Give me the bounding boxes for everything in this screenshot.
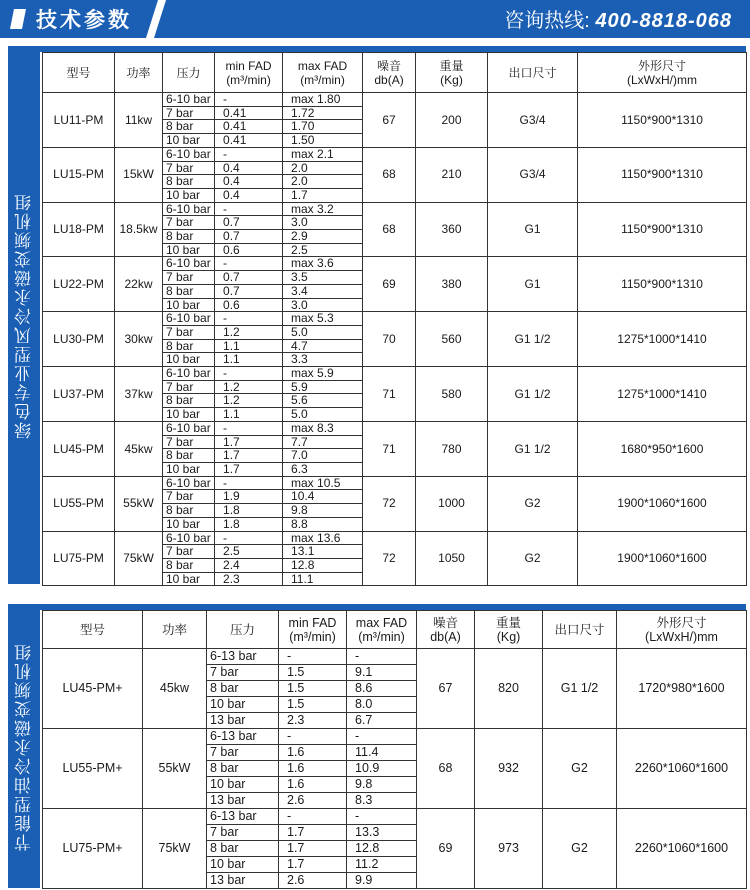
min-fad-cell: 1.2 [215, 394, 283, 408]
table-row [43, 312, 747, 326]
model-cell: LU55-PM+ [43, 729, 143, 809]
weight-cell: 1050 [416, 531, 488, 586]
max-fad-cell: 2.0 [283, 161, 363, 175]
outlet-cell: G2 [488, 476, 578, 531]
min-fad-cell: 1.6 [279, 761, 347, 777]
pressure-cell: 8 bar [207, 681, 279, 697]
min-fad-cell: 2.4 [215, 558, 283, 572]
power-cell: 18.5kw [115, 202, 163, 257]
model-cell: LU37-PM [43, 367, 115, 422]
section-air-cooled [8, 46, 746, 584]
pressure-cell: 8 bar [163, 284, 215, 298]
max-fad-cell: - [347, 649, 417, 665]
spec-table-air-cooled [42, 52, 747, 586]
pressure-cell: 6-10 bar [163, 367, 215, 381]
max-fad-cell: 1.72 [283, 106, 363, 120]
col-pressure: 压力 [207, 611, 279, 649]
max-fad-cell: 5.9 [283, 380, 363, 394]
max-fad-cell: 7.0 [283, 449, 363, 463]
table-header-row [43, 611, 747, 649]
min-fad-cell: - [215, 367, 283, 381]
col-outlet: 出口尺寸 [488, 53, 578, 93]
max-fad-cell: 1.7 [283, 188, 363, 202]
dims-cell: 1150*900*1310 [578, 257, 747, 312]
pressure-cell: 6-10 bar [163, 312, 215, 326]
outlet-cell: G1 1/2 [543, 649, 617, 729]
table-row [43, 809, 747, 825]
dims-cell: 1680*950*1600 [578, 421, 747, 476]
weight-cell: 932 [475, 729, 543, 809]
model-cell: LU75-PM [43, 531, 115, 586]
max-fad-cell: 7.7 [283, 435, 363, 449]
noise-cell: 69 [363, 257, 416, 312]
pressure-cell: 6-13 bar [207, 809, 279, 825]
max-fad-cell: 11.4 [347, 745, 417, 761]
dims-cell: 1275*1000*1410 [578, 312, 747, 367]
col-noise: 噪音 db(A) [363, 53, 416, 93]
pressure-cell: 8 bar [163, 175, 215, 189]
col-model: 型号 [43, 53, 115, 93]
min-fad-cell: 1.8 [215, 517, 283, 531]
min-fad-cell: 0.4 [215, 161, 283, 175]
max-fad-cell: 9.1 [347, 665, 417, 681]
hotline [504, 4, 732, 33]
col-weight: 重量 (Kg) [475, 611, 543, 649]
max-fad-cell: 3.3 [283, 353, 363, 367]
min-fad-cell: - [215, 93, 283, 107]
max-fad-cell: 13.3 [347, 825, 417, 841]
pressure-cell: 7 bar [163, 106, 215, 120]
pressure-cell: 10 bar [207, 857, 279, 873]
power-cell: 22kw [115, 257, 163, 312]
min-fad-cell: 1.7 [279, 841, 347, 857]
max-fad-cell: max 8.3 [283, 421, 363, 435]
outlet-cell: G1 1/2 [488, 312, 578, 367]
min-fad-cell: 2.6 [279, 793, 347, 809]
table-row [43, 476, 747, 490]
pressure-cell: 10 bar [207, 777, 279, 793]
dims-cell: 2260*1060*1600 [617, 729, 747, 809]
pressure-cell: 10 bar [163, 298, 215, 312]
dims-cell: 1275*1000*1410 [578, 367, 747, 422]
col-noise: 噪音 db(A) [417, 611, 475, 649]
noise-cell: 68 [363, 147, 416, 202]
table-row [43, 729, 747, 745]
min-fad-cell: 0.41 [215, 106, 283, 120]
title-marker-icon [10, 9, 26, 29]
outlet-cell: G1 1/2 [488, 367, 578, 422]
max-fad-cell: max 13.6 [283, 531, 363, 545]
max-fad-cell: 5.0 [283, 325, 363, 339]
noise-cell: 67 [417, 649, 475, 729]
pressure-cell: 6-10 bar [163, 147, 215, 161]
col-weight: 重量 (Kg) [416, 53, 488, 93]
col-model: 型号 [43, 611, 143, 649]
pressure-cell: 10 bar [163, 462, 215, 476]
min-fad-cell: 1.5 [279, 697, 347, 713]
max-fad-cell: - [347, 729, 417, 745]
table-row [43, 421, 747, 435]
max-fad-cell: 8.8 [283, 517, 363, 531]
pressure-cell: 8 bar [163, 120, 215, 134]
model-cell: LU45-PM [43, 421, 115, 476]
model-cell: LU15-PM [43, 147, 115, 202]
section-side-title: 节能型油冷永磁变频机组 [14, 641, 34, 851]
max-fad-cell: 6.7 [347, 713, 417, 729]
pressure-cell: 7 bar [163, 271, 215, 285]
hotline-label: 咨询热线: [504, 10, 590, 32]
model-cell: LU55-PM [43, 476, 115, 531]
max-fad-cell: 3.4 [283, 284, 363, 298]
power-cell: 37kw [115, 367, 163, 422]
min-fad-cell: 0.7 [215, 230, 283, 244]
max-fad-cell: 9.8 [283, 504, 363, 518]
table-row [43, 93, 747, 107]
max-fad-cell: 2.5 [283, 243, 363, 257]
noise-cell: 68 [417, 729, 475, 809]
min-fad-cell: - [279, 649, 347, 665]
power-cell: 30kw [115, 312, 163, 367]
power-cell: 45kw [143, 649, 207, 729]
noise-cell: 71 [363, 367, 416, 422]
section-oil-cooled [8, 604, 746, 888]
pressure-cell: 13 bar [207, 713, 279, 729]
max-fad-cell: 13.1 [283, 545, 363, 559]
min-fad-cell: - [279, 809, 347, 825]
outlet-cell: G1 [488, 202, 578, 257]
outlet-cell: G2 [543, 809, 617, 889]
section-sidebar [8, 604, 40, 888]
weight-cell: 360 [416, 202, 488, 257]
weight-cell: 973 [475, 809, 543, 889]
model-cell: LU75-PM+ [43, 809, 143, 889]
model-cell: LU30-PM [43, 312, 115, 367]
table-row [43, 367, 747, 381]
pressure-cell: 8 bar [163, 230, 215, 244]
pressure-cell: 6-10 bar [163, 202, 215, 216]
model-cell: LU22-PM [43, 257, 115, 312]
model-cell: LU18-PM [43, 202, 115, 257]
min-fad-cell: 1.5 [279, 681, 347, 697]
max-fad-cell: 6.3 [283, 462, 363, 476]
pressure-cell: 7 bar [163, 380, 215, 394]
outlet-cell: G1 [488, 257, 578, 312]
min-fad-cell: 2.3 [215, 572, 283, 586]
min-fad-cell: 0.41 [215, 134, 283, 148]
table-row [43, 531, 747, 545]
min-fad-cell: - [215, 476, 283, 490]
table-header-row [43, 53, 747, 93]
max-fad-cell: 3.0 [283, 216, 363, 230]
max-fad-cell: 9.9 [347, 873, 417, 889]
min-fad-cell: 2.3 [279, 713, 347, 729]
dims-cell: 1900*1060*1600 [578, 476, 747, 531]
max-fad-cell: 10.4 [283, 490, 363, 504]
min-fad-cell: 1.6 [279, 777, 347, 793]
pressure-cell: 10 bar [207, 697, 279, 713]
weight-cell: 210 [416, 147, 488, 202]
pressure-cell: 7 bar [207, 745, 279, 761]
outlet-cell: G2 [488, 531, 578, 586]
min-fad-cell: 1.7 [279, 825, 347, 841]
weight-cell: 820 [475, 649, 543, 729]
power-cell: 11kw [115, 93, 163, 148]
pressure-cell: 6-10 bar [163, 531, 215, 545]
table-row [43, 147, 747, 161]
weight-cell: 780 [416, 421, 488, 476]
power-cell: 75kW [143, 809, 207, 889]
max-fad-cell: 1.50 [283, 134, 363, 148]
pressure-cell: 10 bar [163, 134, 215, 148]
col-pressure: 压力 [163, 53, 215, 93]
max-fad-cell: 9.8 [347, 777, 417, 793]
pressure-cell: 10 bar [163, 572, 215, 586]
min-fad-cell: 1.1 [215, 353, 283, 367]
max-fad-cell: 11.2 [347, 857, 417, 873]
pressure-cell: 7 bar [207, 825, 279, 841]
col-min-fad: min FAD (m³/min) [215, 53, 283, 93]
noise-cell: 72 [363, 476, 416, 531]
pressure-cell: 6-10 bar [163, 257, 215, 271]
max-fad-cell: 8.3 [347, 793, 417, 809]
min-fad-cell: 1.7 [279, 857, 347, 873]
min-fad-cell: 1.1 [215, 339, 283, 353]
dims-cell: 1150*900*1310 [578, 93, 747, 148]
max-fad-cell: 3.5 [283, 271, 363, 285]
pressure-cell: 8 bar [163, 449, 215, 463]
pressure-cell: 7 bar [163, 435, 215, 449]
min-fad-cell: 0.6 [215, 243, 283, 257]
max-fad-cell: 8.0 [347, 697, 417, 713]
max-fad-cell: 5.6 [283, 394, 363, 408]
pressure-cell: 8 bar [163, 504, 215, 518]
outlet-cell: G2 [543, 729, 617, 809]
max-fad-cell: 11.1 [283, 572, 363, 586]
max-fad-cell: 10.9 [347, 761, 417, 777]
pressure-cell: 7 bar [163, 161, 215, 175]
power-cell: 55kW [143, 729, 207, 809]
col-power: 功率 [143, 611, 207, 649]
min-fad-cell: - [215, 421, 283, 435]
dims-cell: 1720*980*1600 [617, 649, 747, 729]
weight-cell: 580 [416, 367, 488, 422]
pressure-cell: 8 bar [207, 761, 279, 777]
min-fad-cell: 0.7 [215, 271, 283, 285]
dims-cell: 1150*900*1310 [578, 202, 747, 257]
min-fad-cell: 0.6 [215, 298, 283, 312]
max-fad-cell: max 3.6 [283, 257, 363, 271]
section-sidebar [8, 46, 40, 584]
model-cell: LU11-PM [43, 93, 115, 148]
pressure-cell: 10 bar [163, 188, 215, 202]
pressure-cell: 7 bar [163, 325, 215, 339]
max-fad-cell: - [347, 809, 417, 825]
power-cell: 55kW [115, 476, 163, 531]
min-fad-cell: 1.7 [215, 449, 283, 463]
min-fad-cell: 0.7 [215, 284, 283, 298]
noise-cell: 68 [363, 202, 416, 257]
col-max-fad: max FAD (m³/min) [347, 611, 417, 649]
noise-cell: 71 [363, 421, 416, 476]
pressure-cell: 6-10 bar [163, 93, 215, 107]
power-cell: 75kW [115, 531, 163, 586]
min-fad-cell: - [279, 729, 347, 745]
max-fad-cell: max 3.2 [283, 202, 363, 216]
min-fad-cell: - [215, 312, 283, 326]
header-banner [0, 0, 750, 38]
max-fad-cell: max 5.9 [283, 367, 363, 381]
max-fad-cell: 4.7 [283, 339, 363, 353]
noise-cell: 70 [363, 312, 416, 367]
max-fad-cell: max 2.1 [283, 147, 363, 161]
spec-table-oil-cooled [42, 610, 747, 889]
weight-cell: 380 [416, 257, 488, 312]
weight-cell: 560 [416, 312, 488, 367]
outlet-cell: G3/4 [488, 147, 578, 202]
min-fad-cell: - [215, 147, 283, 161]
table-row [43, 257, 747, 271]
dims-cell: 1150*900*1310 [578, 147, 747, 202]
min-fad-cell: 1.2 [215, 325, 283, 339]
col-dims: 外形尺寸 (LxWxH/)mm [617, 611, 747, 649]
pressure-cell: 7 bar [207, 665, 279, 681]
pressure-cell: 13 bar [207, 793, 279, 809]
min-fad-cell: 1.8 [215, 504, 283, 518]
pressure-cell: 13 bar [207, 873, 279, 889]
outlet-cell: G3/4 [488, 93, 578, 148]
pressure-cell: 7 bar [163, 545, 215, 559]
pressure-cell: 10 bar [163, 408, 215, 422]
pressure-cell: 10 bar [163, 353, 215, 367]
noise-cell: 67 [363, 93, 416, 148]
min-fad-cell: 1.9 [215, 490, 283, 504]
min-fad-cell: 0.4 [215, 188, 283, 202]
min-fad-cell: - [215, 531, 283, 545]
pressure-cell: 8 bar [163, 339, 215, 353]
pressure-cell: 8 bar [163, 394, 215, 408]
model-cell: LU45-PM+ [43, 649, 143, 729]
page-title: 技术参数 [36, 9, 132, 32]
max-fad-cell: 12.8 [283, 558, 363, 572]
pressure-cell: 6-13 bar [207, 649, 279, 665]
pressure-cell: 7 bar [163, 216, 215, 230]
table-row [43, 202, 747, 216]
weight-cell: 200 [416, 93, 488, 148]
outlet-cell: G1 1/2 [488, 421, 578, 476]
col-min-fad: min FAD (m³/min) [279, 611, 347, 649]
min-fad-cell: 0.7 [215, 216, 283, 230]
max-fad-cell: max 5.3 [283, 312, 363, 326]
min-fad-cell: 1.2 [215, 380, 283, 394]
min-fad-cell: 1.7 [215, 462, 283, 476]
power-cell: 45kw [115, 421, 163, 476]
pressure-cell: 7 bar [163, 490, 215, 504]
pressure-cell: 6-13 bar [207, 729, 279, 745]
dims-cell: 1900*1060*1600 [578, 531, 747, 586]
min-fad-cell: 0.41 [215, 120, 283, 134]
max-fad-cell: 2.0 [283, 175, 363, 189]
min-fad-cell: 1.7 [215, 435, 283, 449]
section-side-title: 绿色专业型风冷永磁变频机组 [14, 191, 34, 439]
max-fad-cell: 12.8 [347, 841, 417, 857]
min-fad-cell: 1.6 [279, 745, 347, 761]
pressure-cell: 8 bar [163, 558, 215, 572]
min-fad-cell: - [215, 257, 283, 271]
col-max-fad: max FAD (m³/min) [283, 53, 363, 93]
noise-cell: 72 [363, 531, 416, 586]
col-dims: 外形尺寸 (LxWxH/)mm [578, 53, 747, 93]
table-row [43, 649, 747, 665]
noise-cell: 69 [417, 809, 475, 889]
pressure-cell: 6-10 bar [163, 476, 215, 490]
max-fad-cell: 1.70 [283, 120, 363, 134]
dims-cell: 2260*1060*1600 [617, 809, 747, 889]
max-fad-cell: max 1.80 [283, 93, 363, 107]
min-fad-cell: - [215, 202, 283, 216]
power-cell: 15kW [115, 147, 163, 202]
max-fad-cell: 5.0 [283, 408, 363, 422]
pressure-cell: 6-10 bar [163, 421, 215, 435]
min-fad-cell: 1.1 [215, 408, 283, 422]
max-fad-cell: 8.6 [347, 681, 417, 697]
weight-cell: 1000 [416, 476, 488, 531]
col-power: 功率 [115, 53, 163, 93]
max-fad-cell: 3.0 [283, 298, 363, 312]
min-fad-cell: 2.5 [215, 545, 283, 559]
min-fad-cell: 1.5 [279, 665, 347, 681]
min-fad-cell: 0.4 [215, 175, 283, 189]
pressure-cell: 10 bar [163, 517, 215, 531]
col-outlet: 出口尺寸 [543, 611, 617, 649]
max-fad-cell: 2.9 [283, 230, 363, 244]
min-fad-cell: 2.6 [279, 873, 347, 889]
max-fad-cell: max 10.5 [283, 476, 363, 490]
pressure-cell: 10 bar [163, 243, 215, 257]
hotline-number[interactable]: 400-8818-068 [595, 10, 732, 32]
pressure-cell: 8 bar [207, 841, 279, 857]
